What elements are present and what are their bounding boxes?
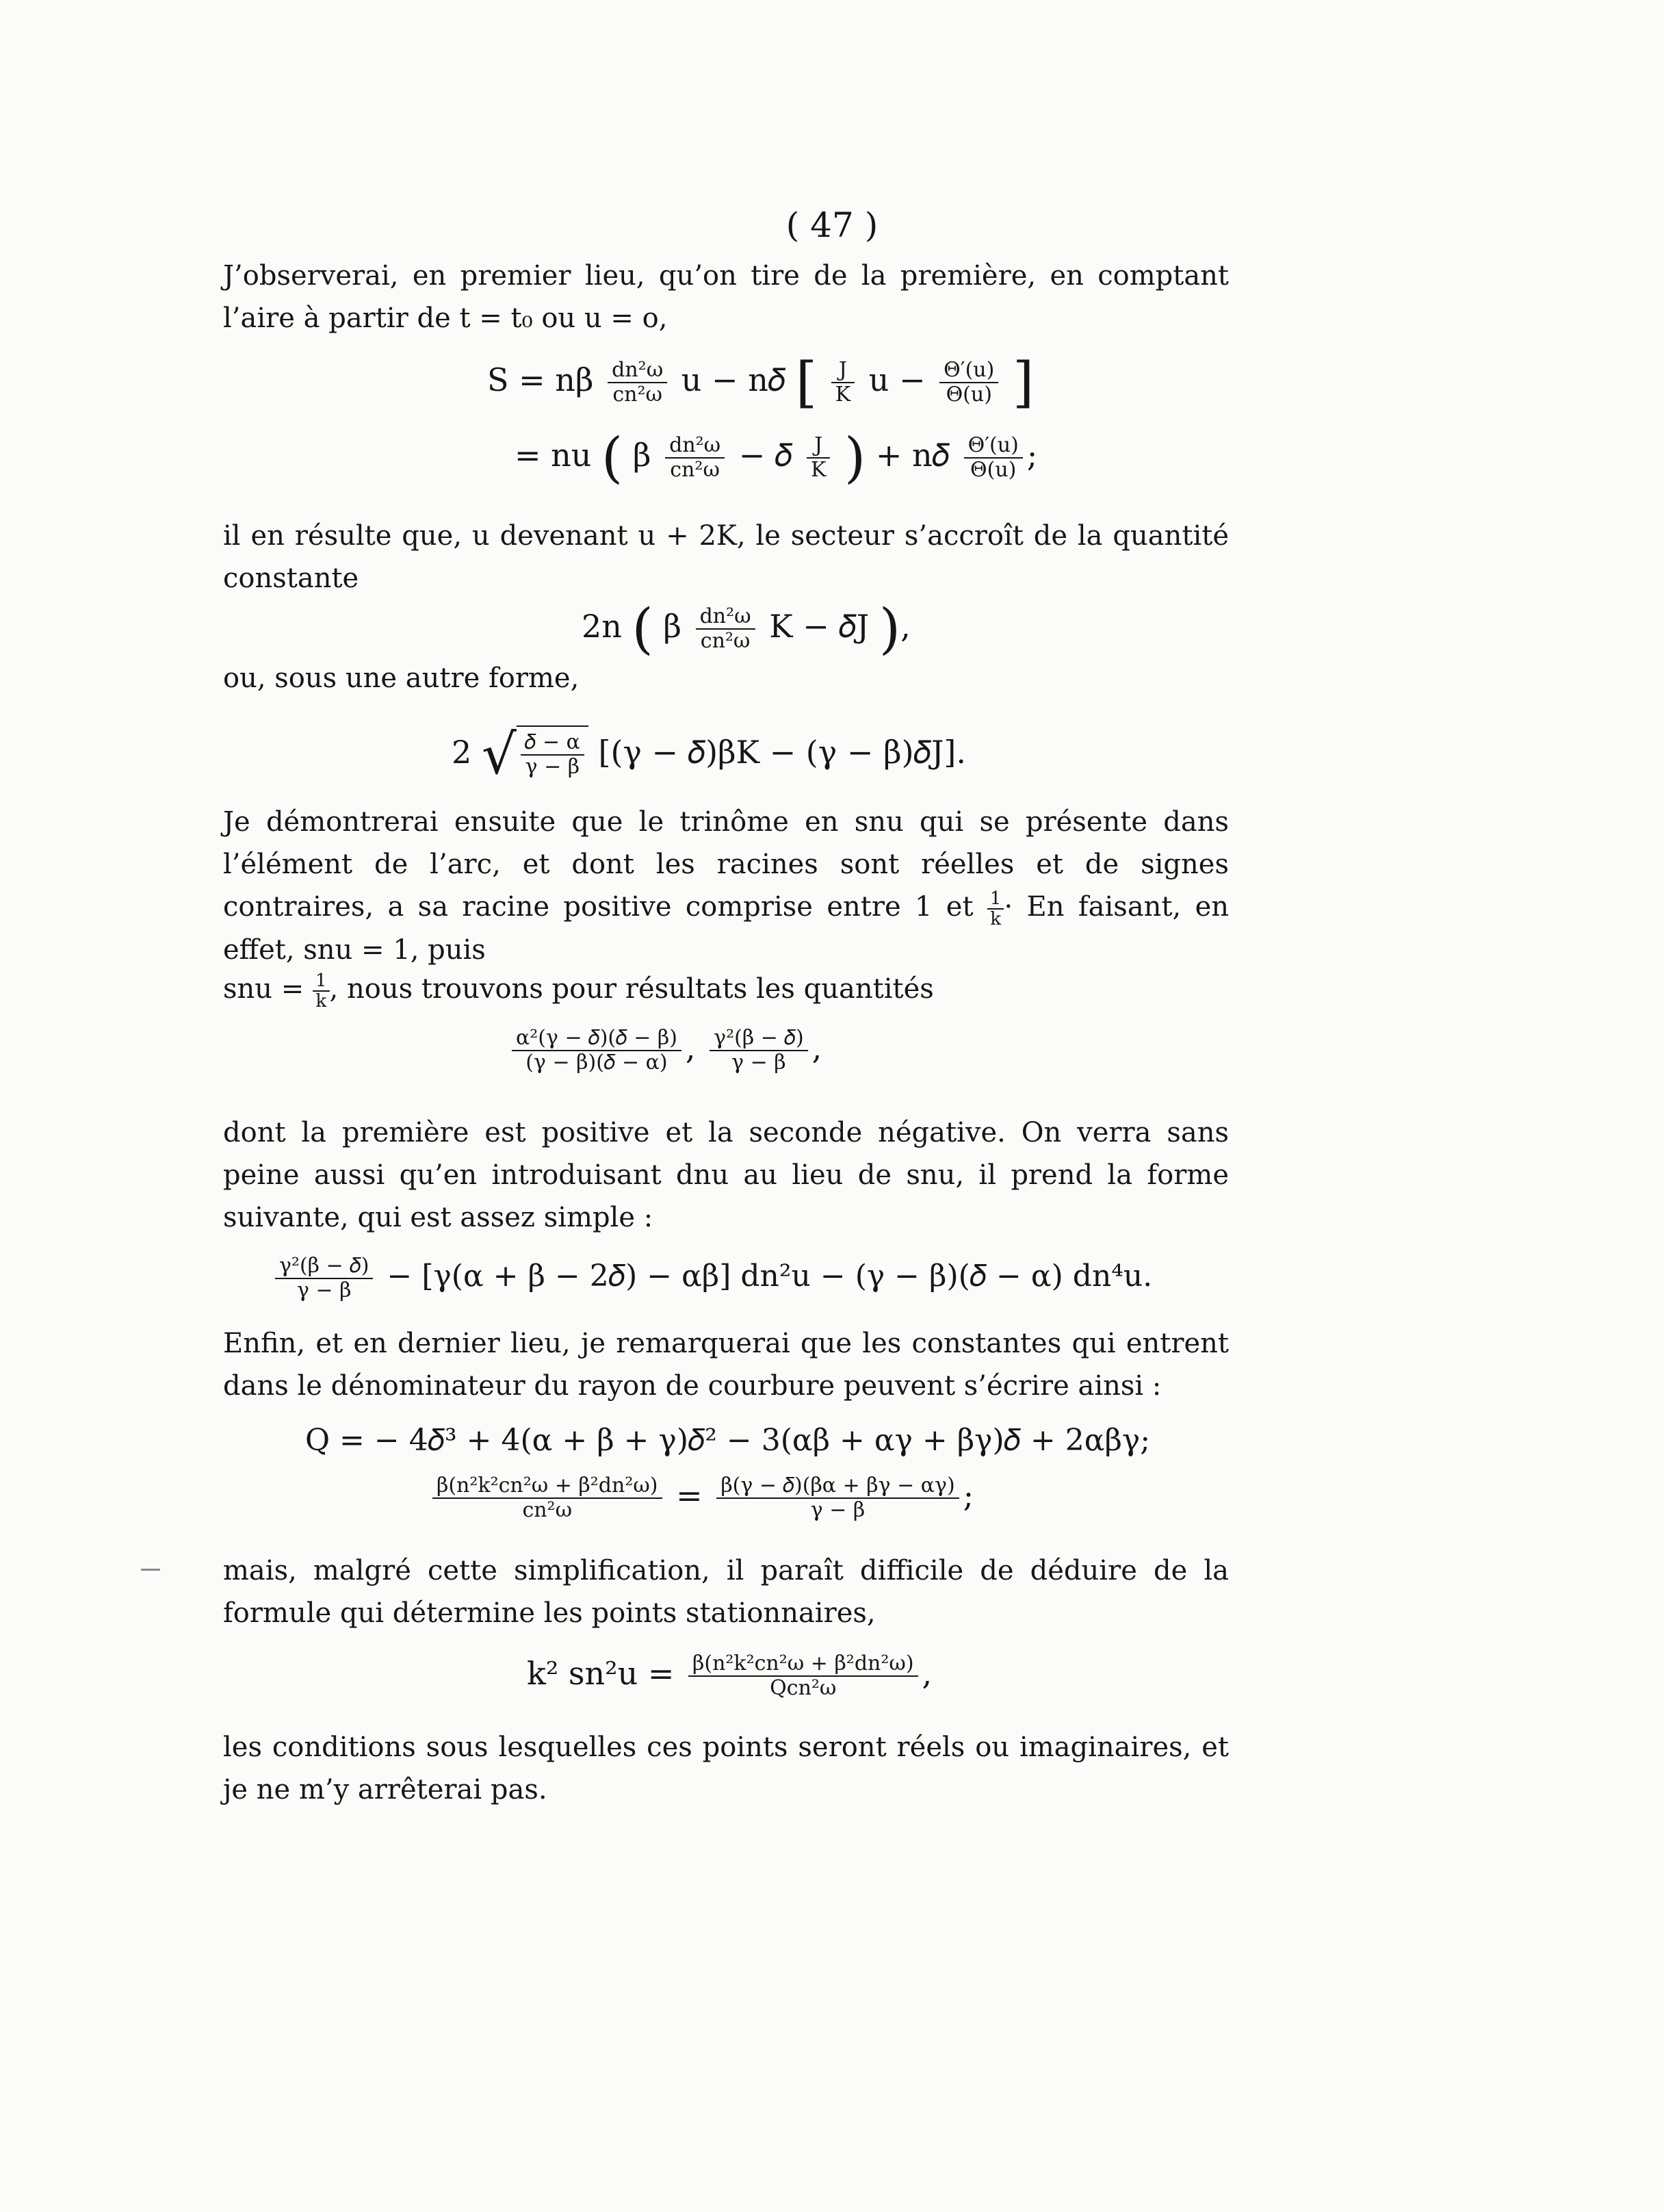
paragraph-3: ou, sous une autre forme, xyxy=(223,663,580,694)
paragraph-4c: snu = xyxy=(223,973,304,1005)
eq6-den: γ − β xyxy=(297,1278,352,1302)
eq1-theta-num: Θ′(u) xyxy=(939,359,998,383)
equation-equality: $\frac{\text{β(n²k²cn²ω + β²dn²ω)}}{\text{cn²ω}}$ = $\frac{\text{β(γ − 𝛿)(βα + βγ − αγ)}}{\gamma - \beta}$ ; xyxy=(428,1471,974,1522)
paragraph-1-text: J’observerai, en premier lieu, qu’on tire de la première, en comptant l’aire à partir de xyxy=(223,260,1229,334)
eq4-radicand xyxy=(517,725,588,779)
eq5-f1-den: (γ − β)(𝛿 − α) xyxy=(525,1051,668,1075)
paragraph-4a: Je démontrerai ensuite que le trinôme en snu qui se présente dans l’élément de l’arc, et dont les racines sont réelles et de signes contraires, a sa racine positive comprise entre 1 et xyxy=(223,806,1229,923)
paragraph-4b: En faisant, en effet, snu = 1, puis xyxy=(223,891,1230,966)
eq3-beta: β xyxy=(663,608,681,645)
eq4-num: 𝛿 − α xyxy=(521,731,584,756)
one-over-k-2-den: k xyxy=(315,991,327,1012)
eq1-bracket-open: [ xyxy=(795,350,818,414)
eq1-lhs: S = nβ xyxy=(487,361,594,398)
eq3-tail: , xyxy=(900,608,911,645)
eq5-f1-num: α²(γ − 𝛿)(𝛿 − β) xyxy=(512,1027,681,1051)
eq1-k: K xyxy=(835,383,851,407)
eq5-f2-den: γ − β xyxy=(731,1051,786,1075)
paragraph-7: mais, malgré cette simplification, il paraît difficile de déduire de la formule qui détermine les points stationnaires, xyxy=(223,1555,1229,1629)
eq3-fraction xyxy=(696,605,755,653)
equation-stationary: k² sn²u = $\frac{\text{β(n²k²cn²ω + β²dn²ω)}}{\text{Qcn²ω}}$ , xyxy=(527,1651,933,1700)
scan-mark xyxy=(141,1569,160,1571)
eq2-theta-fraction xyxy=(964,434,1023,482)
paragraph-8: les conditions sous lesquelles ces points seront réels ou imaginaires, et je ne m’y arrêterai pas. xyxy=(223,1732,1229,1805)
eq5-fraction-1 xyxy=(512,1027,681,1075)
eq9-fraction xyxy=(688,1652,918,1700)
eq9-num: β(n²k²cn²ω + β²dn²ω) xyxy=(688,1652,918,1677)
paragraph-4-cont: snu = $\frac{1}{k}$ , nous trouvons pour résultats les quantités xyxy=(223,970,934,1012)
eq3-frac-num: dn²ω xyxy=(696,605,755,630)
eq4-fraction xyxy=(521,731,584,779)
one-over-k-1-num: 1 xyxy=(987,889,1004,910)
sqrt-icon: √ xyxy=(481,723,517,786)
equation-q: Q = − 4𝛿³ + 4(α + β + γ)𝛿² − 3(αβ + αγ + βγ)𝛿 + 2αβγ; xyxy=(305,1423,1151,1458)
equation-s-line2 xyxy=(515,426,1038,489)
eq6-fraction xyxy=(275,1255,373,1302)
eq1-bracket-close: ] xyxy=(1012,350,1035,414)
eq3-paren-open: ( xyxy=(632,597,653,660)
eq8-left-num: β(n²k²cn²ω + β²dn²ω) xyxy=(432,1474,662,1499)
eq2-minus-delta: − 𝛿 xyxy=(738,437,793,474)
eq2-lhs: = nu xyxy=(515,437,592,474)
eq1-mid: u − n𝛿 xyxy=(681,361,786,398)
eq1-theta-fraction xyxy=(939,359,998,407)
equation-s-line1 xyxy=(487,350,1035,414)
paragraph-4d: nous trouvons pour résultats les quantités xyxy=(346,973,934,1005)
eq8-right-den: γ − β xyxy=(810,1498,866,1522)
eq4-body: [(γ − 𝛿)βK − (γ − β)𝛿J]. xyxy=(598,734,966,771)
eq8-right-fraction xyxy=(716,1474,959,1522)
eq4-den: γ − β xyxy=(525,755,580,779)
one-over-k-2 xyxy=(313,971,330,1011)
eq6-num: γ²(β − 𝛿) xyxy=(275,1255,373,1279)
paragraph-6: Enfin, et en dernier lieu, je remarquerai que les constantes qui entrent dans le dénominateur du rayon de courbure peuvent s’écrire ainsi : xyxy=(223,1328,1229,1402)
paragraph-1 xyxy=(223,255,1229,339)
eq2-paren-close: ) xyxy=(844,426,866,489)
one-over-k-1 xyxy=(987,889,1004,929)
eq1-frac-num: dn²ω xyxy=(608,359,667,383)
equation-dn-form xyxy=(271,1252,1152,1302)
eq1-theta-den: Θ(u) xyxy=(946,383,992,407)
eq9-den: Qcn²ω xyxy=(770,1676,837,1700)
eq3-paren-close: ) xyxy=(879,597,901,660)
paragraph-5: dont la première est positive et la seconde négative. On verra sans peine aussi qu’en introduisant dnu au lieu de snu, il prend la forme suivante, qui est assez simple : xyxy=(223,1117,1229,1233)
eq8-left-den: cn²ω xyxy=(522,1498,573,1522)
paragraph-2: il en résulte que, u devenant u + 2K, le secteur s’accroît de la quantité constante xyxy=(223,520,1229,594)
eq5-fraction-2 xyxy=(710,1027,807,1075)
eq2-beta: β xyxy=(632,437,651,474)
eq1-u: u − xyxy=(868,361,926,398)
paragraph-4: Je démontrerai ensuite que le trinôme en snu qui se présente dans l’élément de l’arc, et dont les racines sont réelles et de signes contraires, a sa racine positive comprise entre 1 et $\frac{1}{k}$ · En faisant, en effet, snu = 1, puis xyxy=(223,806,1230,966)
eq3-frac-den: cn²ω xyxy=(700,629,751,653)
eq1-fraction xyxy=(608,359,667,407)
eq3-lhs: 2n xyxy=(582,608,622,645)
eq1-frac-den: cn²ω xyxy=(612,383,662,407)
eq2-fraction xyxy=(665,434,725,482)
eq2-j: J xyxy=(807,434,830,459)
eq8-equals: = xyxy=(676,1477,703,1514)
page-number: ( 47 ) xyxy=(785,205,879,245)
equation-sqrt-form xyxy=(452,723,966,786)
eq9-lhs: k² sn²u = xyxy=(527,1655,675,1692)
eq2-frac-den: cn²ω xyxy=(670,458,720,482)
eq2-plus: + n𝛿 xyxy=(875,437,950,474)
eq2-theta-den: Θ(u) xyxy=(970,458,1017,482)
eq1-j: J xyxy=(831,359,855,383)
eq8-left-fraction xyxy=(432,1474,662,1522)
eq4-coef: 2 xyxy=(452,734,472,771)
eq8-right-num: β(γ − 𝛿)(βα + βγ − αγ) xyxy=(716,1474,959,1499)
eq2-paren-open: ( xyxy=(601,426,623,489)
eq6-body: − [γ(α + β − 2𝛿) − αβ] dn²u − (γ − β)(𝛿 − α) dn⁴u. xyxy=(387,1259,1153,1294)
eq2-tail: ; xyxy=(1026,437,1038,474)
eq2-theta-num: Θ′(u) xyxy=(964,434,1023,459)
one-over-k-2-num: 1 xyxy=(313,971,330,992)
one-over-k-1-den: k xyxy=(990,909,1002,929)
eq1-jk-fraction xyxy=(831,359,855,407)
eq2-jk-fraction xyxy=(807,434,830,482)
equation-increment xyxy=(582,597,911,660)
paragraph-1-condition: t = t₀ ou u = o, xyxy=(459,303,668,334)
equation-results: $\frac{\text{α²(γ − 𝛿)(𝛿 − β)}}{\text{(γ − β)(𝛿 − α)}}$ , $\frac{\text{γ²(β − 𝛿)}}{\gamma - \beta}$ , xyxy=(508,1024,822,1075)
eq3-mid: K − 𝛿J xyxy=(769,608,870,645)
eq2-k: K xyxy=(810,458,827,482)
eq2-frac-num: dn²ω xyxy=(665,434,725,459)
eq5-f2-num: γ²(β − 𝛿) xyxy=(710,1027,807,1051)
